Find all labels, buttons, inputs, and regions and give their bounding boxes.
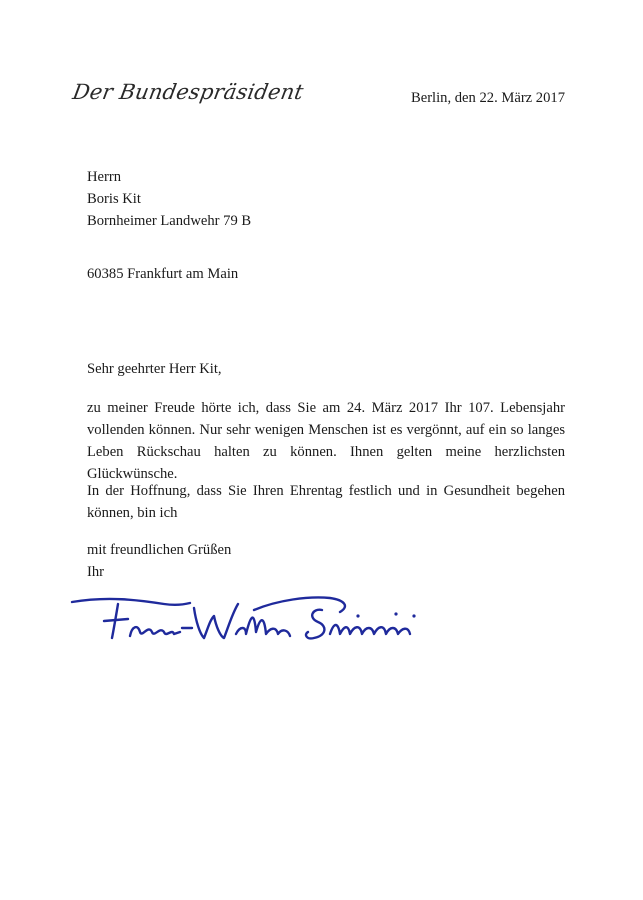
letter-salutation: Sehr geehrter Herr Kit, (87, 361, 222, 377)
letter-closing (87, 539, 231, 583)
recipient-address (87, 166, 251, 232)
body-paragraph-1: zu meiner Freude hörte ich, dass Sie am 24. März 2017 Ihr 107. Lebensjahr vollenden können. Nur sehr wenigen Menschen ist es vergönnt, auf ein so langes Leben Rückschau halten zu können. Ihnen gelten meine herzlichsten Glückwünsche. (87, 400, 565, 482)
body-paragraph-2: In der Hoffnung, dass Sie Ihren Ehrentag festlich und in Gesundheit begehen können, bin ich (87, 483, 565, 521)
recipient-city: 60385 Frankfurt am Main (87, 266, 239, 282)
recipient-street: Bornheimer Landwehr 79 B (87, 213, 252, 229)
recipient-name: Boris Kit (87, 191, 141, 207)
handwritten-signature (68, 588, 448, 658)
closing-line-1: mit freundlichen Grüßen (87, 542, 232, 558)
recipient-salutation-line: Herrn (87, 169, 122, 185)
letter-date: Berlin, den 22. März 2017 (410, 90, 565, 106)
letterhead-title: Der Bundespräsident (70, 80, 306, 104)
closing-line-2: Ihr (87, 564, 105, 580)
